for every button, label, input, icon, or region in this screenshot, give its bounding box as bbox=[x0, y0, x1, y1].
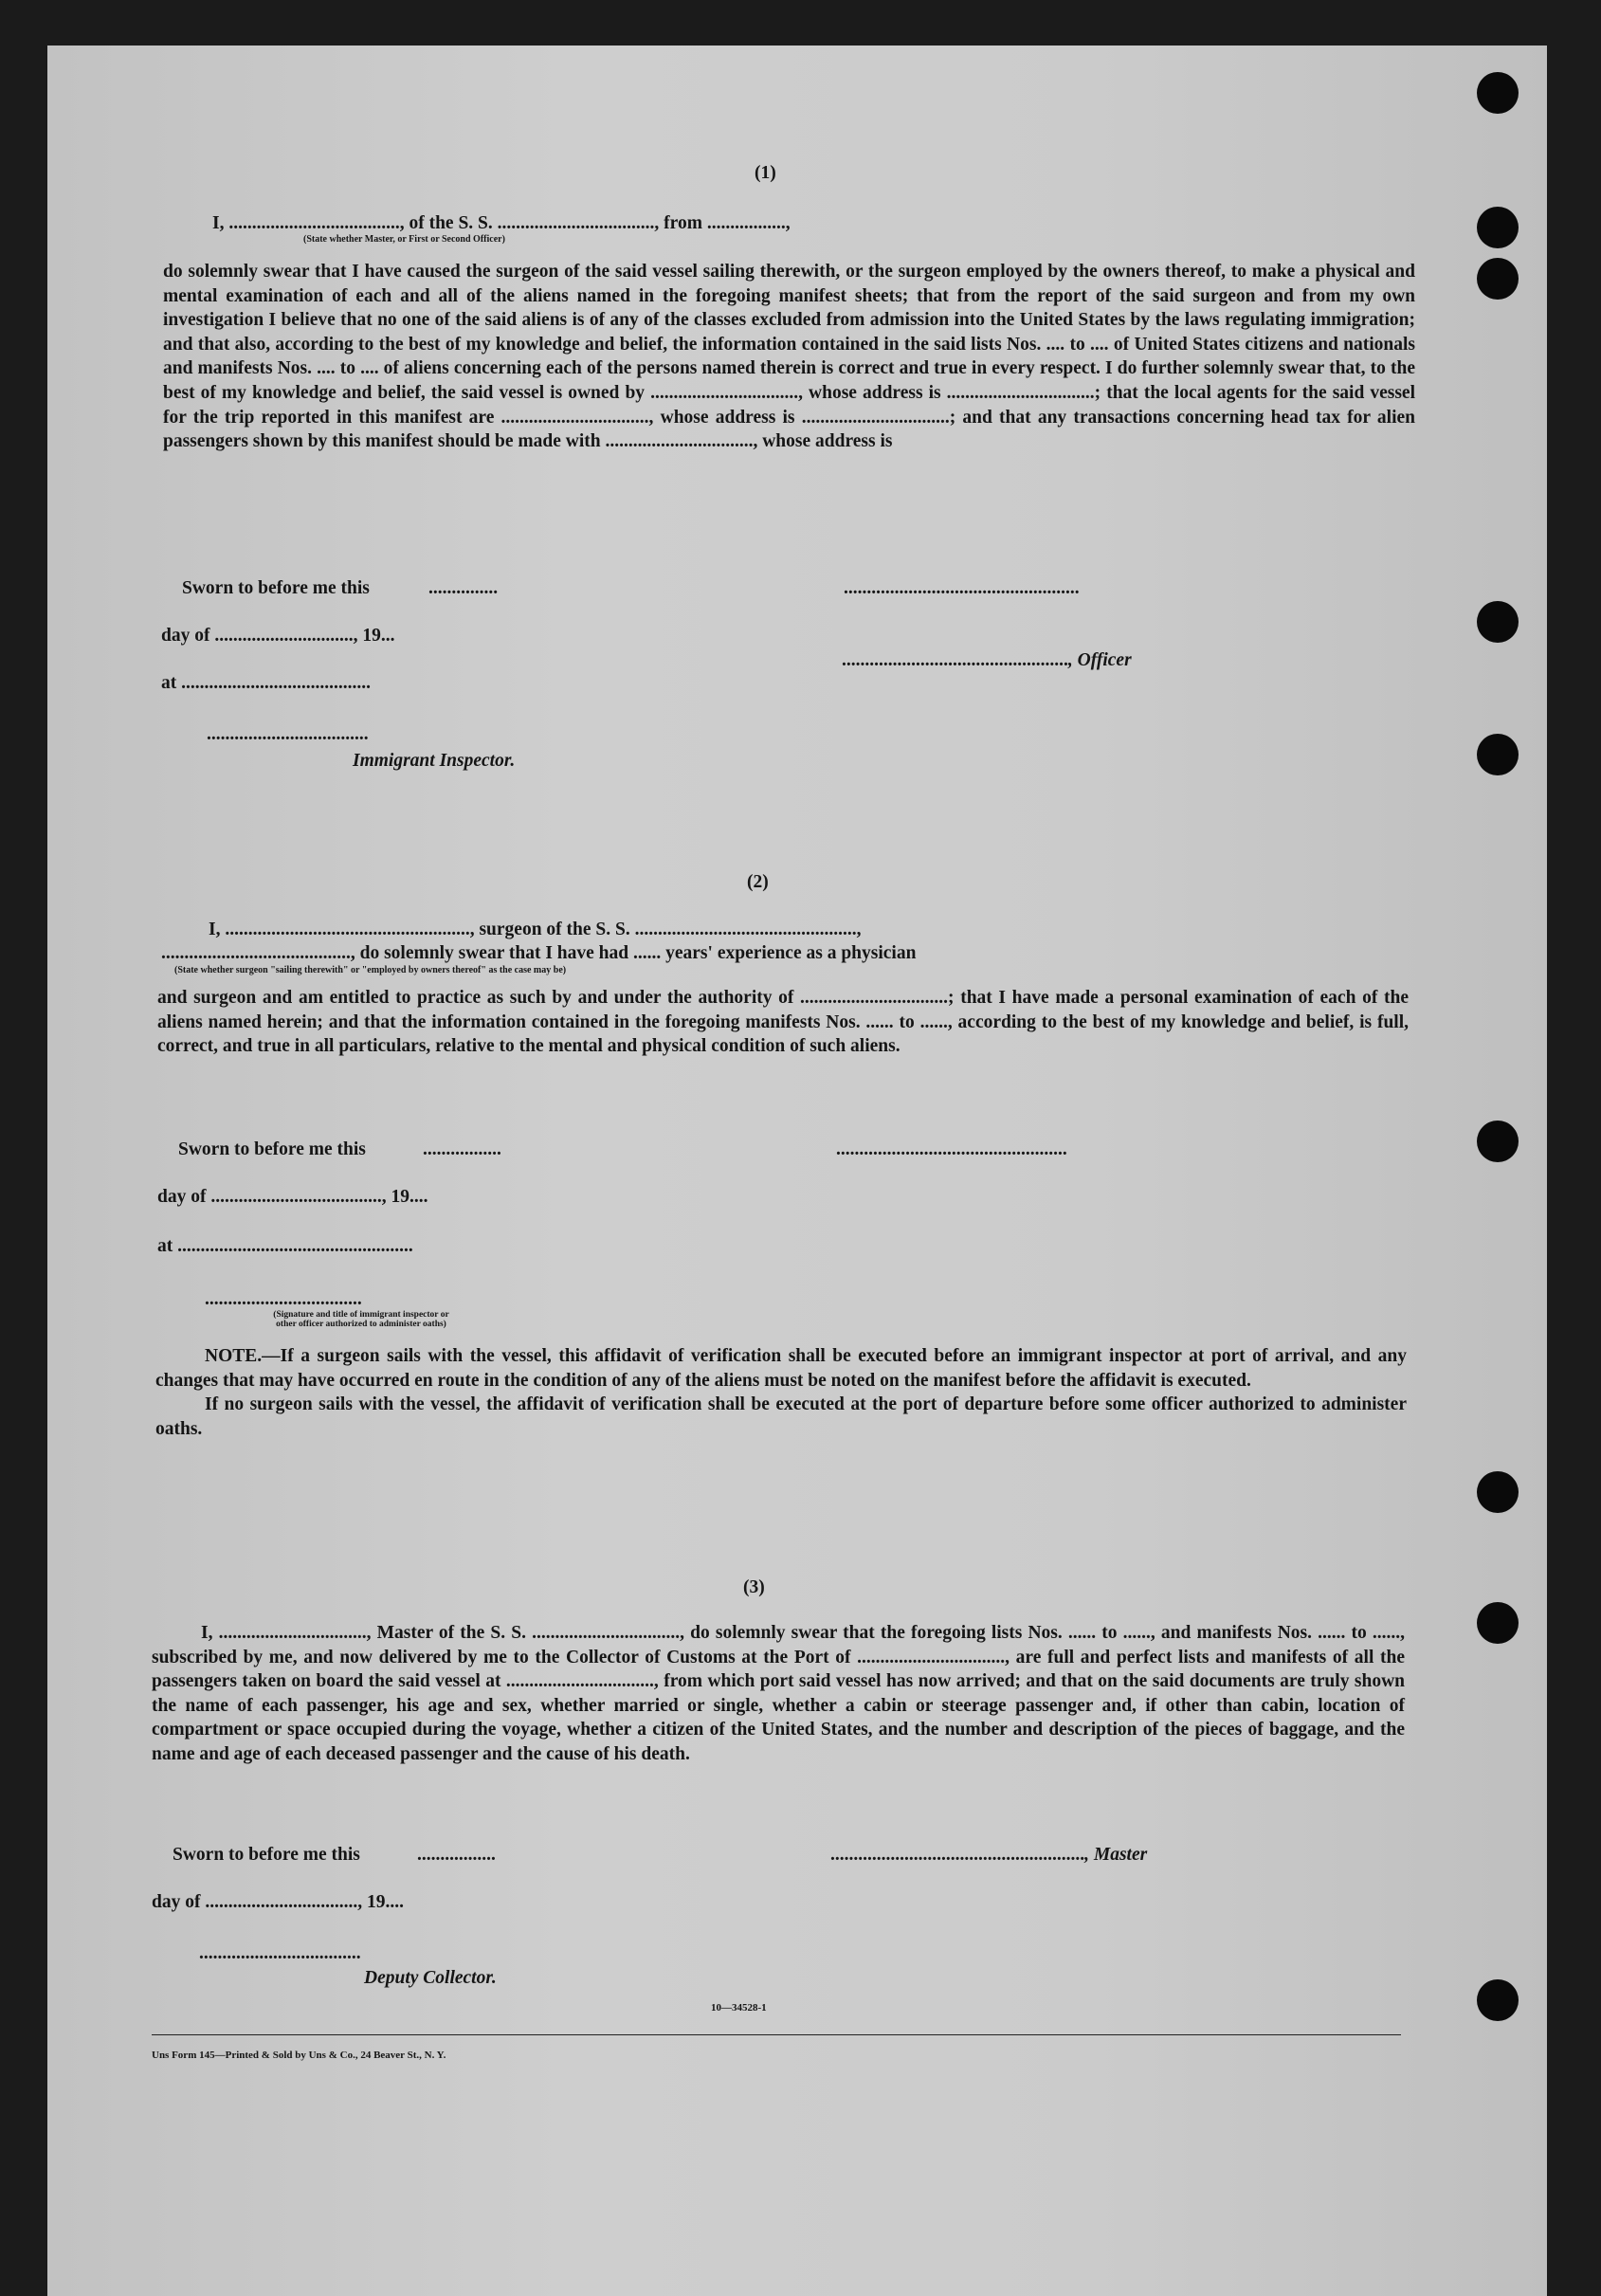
binder-hole bbox=[1477, 601, 1519, 643]
binder-hole bbox=[1477, 1979, 1519, 2021]
blank-line: ......................................... bbox=[161, 943, 351, 963]
officer-line bbox=[842, 648, 1132, 672]
section-number: (2) bbox=[747, 872, 769, 892]
printer-credit: Uns Form 145—Printed & Sold by Uns & Co., 24 Beaver St., N. Y. bbox=[152, 2050, 446, 2061]
section-number: (3) bbox=[743, 1577, 765, 1597]
master-line bbox=[830, 1843, 1147, 1867]
blank-line: ................................. bbox=[205, 1892, 358, 1912]
sworn-label: Sworn to before me this bbox=[173, 1845, 360, 1865]
oath-line: I, ....................................................., surgeon of the S. S. ................................................, bbox=[209, 920, 862, 939]
binder-hole bbox=[1477, 1602, 1519, 1644]
blank-line: ................. bbox=[423, 1139, 501, 1159]
role-note: (State whether Master, or First or Second Officer) bbox=[303, 234, 505, 245]
section-number: (1) bbox=[755, 163, 776, 183]
blank-line: ................................................... bbox=[177, 1236, 413, 1256]
blank-line: .................................. bbox=[497, 213, 655, 233]
blank-line: ....................................................... bbox=[830, 1845, 1085, 1865]
year-label: , 19 bbox=[353, 626, 381, 646]
blank-line: ... bbox=[380, 626, 395, 646]
signature-note bbox=[205, 1310, 518, 1329]
at-label: at bbox=[157, 1236, 173, 1256]
paragraph: do solemnly swear that I have caused the surgeon of the said vessel sailing therewith, or the surgeon employed by the owners thereof, to make a physical and mental examination of each and all of the aliens named in the foregoing manifest sheets; that from the report of the said surgeon and from my own investigation I believe that no one of the said aliens is of any of the classes excluded from admission into the United States by the laws regulating immigration; and that also, according to the best of my knowledge and belief, the information contained in the said lists Nos. .... to .... of United States citizens and nationals and manifests Nos. .... to .... of aliens concerning each of the persons named therein is correct and true in every respect. I do further solemnly swear that, to the best of my knowledge and belief, the said vessel is owned by ................................, whose address is ................................; that the local agents for the said vessel for the trip reported in this manifest are ................................, whose address is ................................; and that any transactions concerning head tax for alien passengers shown by this manifest should be made with ................................, whose address is bbox=[163, 262, 1415, 452]
oath-body bbox=[152, 1621, 1405, 1767]
blank-line: ............... bbox=[428, 578, 499, 598]
day-of-line bbox=[157, 1185, 428, 1209]
signature-line: .................................................. bbox=[836, 1139, 1067, 1159]
inspector-label: Immigrant Inspector. bbox=[353, 751, 516, 771]
master-label: , Master bbox=[1084, 1845, 1148, 1865]
manifest-page bbox=[47, 46, 1547, 2296]
from-label: , from bbox=[654, 213, 702, 233]
experience-label: , do solemnly swear that I have had ...... years' experience as a physician bbox=[350, 943, 917, 963]
blank-line: ................., bbox=[706, 213, 791, 233]
oath-line bbox=[212, 211, 791, 235]
note-paragraph: NOTE.—If a surgeon sails with the vessel, this affidavit of verification shall be executed before an immigrant inspector at port of arrival, and any changes that may have occurred en route in the condition of any of the aliens must be noted on the manifest before the affidavit is executed. bbox=[155, 1346, 1407, 1391]
oath-body bbox=[163, 260, 1415, 454]
year-label: , 19 bbox=[357, 1892, 386, 1912]
blank-line: .............................. bbox=[214, 626, 354, 646]
binder-hole bbox=[1477, 72, 1519, 114]
binder-hole bbox=[1477, 1471, 1519, 1513]
day-of-line bbox=[152, 1890, 404, 1914]
binder-hole bbox=[1477, 207, 1519, 248]
collector-label: Deputy Collector. bbox=[364, 1968, 497, 1988]
pronoun: I, bbox=[209, 920, 221, 939]
year-label: , 19 bbox=[381, 1187, 409, 1207]
surgeon-note: (State whether surgeon "sailing therewith" or "employed by owners thereof" as the case may be) bbox=[174, 965, 567, 975]
oath-line bbox=[161, 941, 916, 965]
blank-line: ................................................. bbox=[842, 650, 1068, 670]
signature-note-line: other officer authorized to administer oaths) bbox=[276, 1320, 446, 1329]
note-block bbox=[155, 1344, 1407, 1441]
blank-line: ......................................... bbox=[181, 673, 371, 693]
sworn-label: Sworn to before me this bbox=[178, 1139, 366, 1159]
binder-hole bbox=[1477, 258, 1519, 300]
form-code: 10—34528-1 bbox=[711, 2002, 767, 2014]
ss-label: , of the S. S. bbox=[399, 213, 493, 233]
blank-line: ................................... bbox=[199, 1943, 361, 1963]
oath-body bbox=[157, 986, 1409, 1059]
day-of-label: day of bbox=[157, 1187, 207, 1207]
blank-line: ................. bbox=[417, 1845, 496, 1865]
signature-line: ................................................... bbox=[844, 578, 1080, 598]
blank-line: .................................. bbox=[205, 1289, 362, 1309]
blank-line: ................................................ bbox=[634, 920, 857, 939]
at-line bbox=[161, 671, 371, 695]
signature-note-line: (Signature and title of immigrant inspector or bbox=[273, 1310, 449, 1320]
divider bbox=[152, 2034, 1401, 2035]
surgeon-label: , surgeon of the S. S. bbox=[469, 920, 630, 939]
paragraph: I, ................................, Master of the S. S. ................................, do solemnly swear that the foregoing lists Nos. ...... to ......, and manifests Nos. ...... to ......, subscribed by me, and now delivered by me to the Collector of Customs at the Port of ................................, are full and perfect lists and manifests of all the passengers taken on board the said vessel at ................................, from which port said vessel has now arrived; and that on the said documents are truly shown the name of each passenger, his age and sex, whether married or single, whether a cabin or steerage passenger and, if other than cabin, location of compartment or space occupied during the voyage, whether a citizen of the United States, and the number and description of the pieces of baggage, and the name and age of each deceased passenger and the cause of his death. bbox=[152, 1623, 1405, 1764]
day-of-label: day of bbox=[161, 626, 210, 646]
pronoun: I, bbox=[212, 213, 225, 233]
blank-line: ..................................... bbox=[210, 1187, 382, 1207]
blank-line: ................................... bbox=[207, 724, 369, 744]
binder-hole bbox=[1477, 734, 1519, 775]
blank-line: ..................................... bbox=[228, 213, 400, 233]
paragraph: and surgeon and am entitled to practice as such by and under the authority of ................................; that I have made a personal examination of each of the aliens named herein; and that the information contained in the foregoing manifests Nos. ...... to ......, according to the best of my knowledge and belief, is full, correct, and true in all particulars, relative to the mental and physical condition of such aliens. bbox=[157, 988, 1409, 1057]
day-of-line bbox=[161, 624, 394, 647]
binder-hole bbox=[1477, 1121, 1519, 1162]
at-line bbox=[157, 1234, 413, 1258]
note-paragraph: If no surgeon sails with the vessel, the affidavit of verification shall be executed at the port of departure before some officer authorized to administer oaths. bbox=[155, 1394, 1407, 1439]
officer-label: , Officer bbox=[1067, 650, 1132, 670]
blank-line: .... bbox=[409, 1187, 428, 1207]
sworn-label: Sworn to before me this bbox=[182, 578, 370, 598]
day-of-label: day of bbox=[152, 1892, 201, 1912]
blank-line: ..................................................... bbox=[225, 920, 470, 939]
at-label: at bbox=[161, 673, 177, 693]
blank-line: .... bbox=[385, 1892, 404, 1912]
